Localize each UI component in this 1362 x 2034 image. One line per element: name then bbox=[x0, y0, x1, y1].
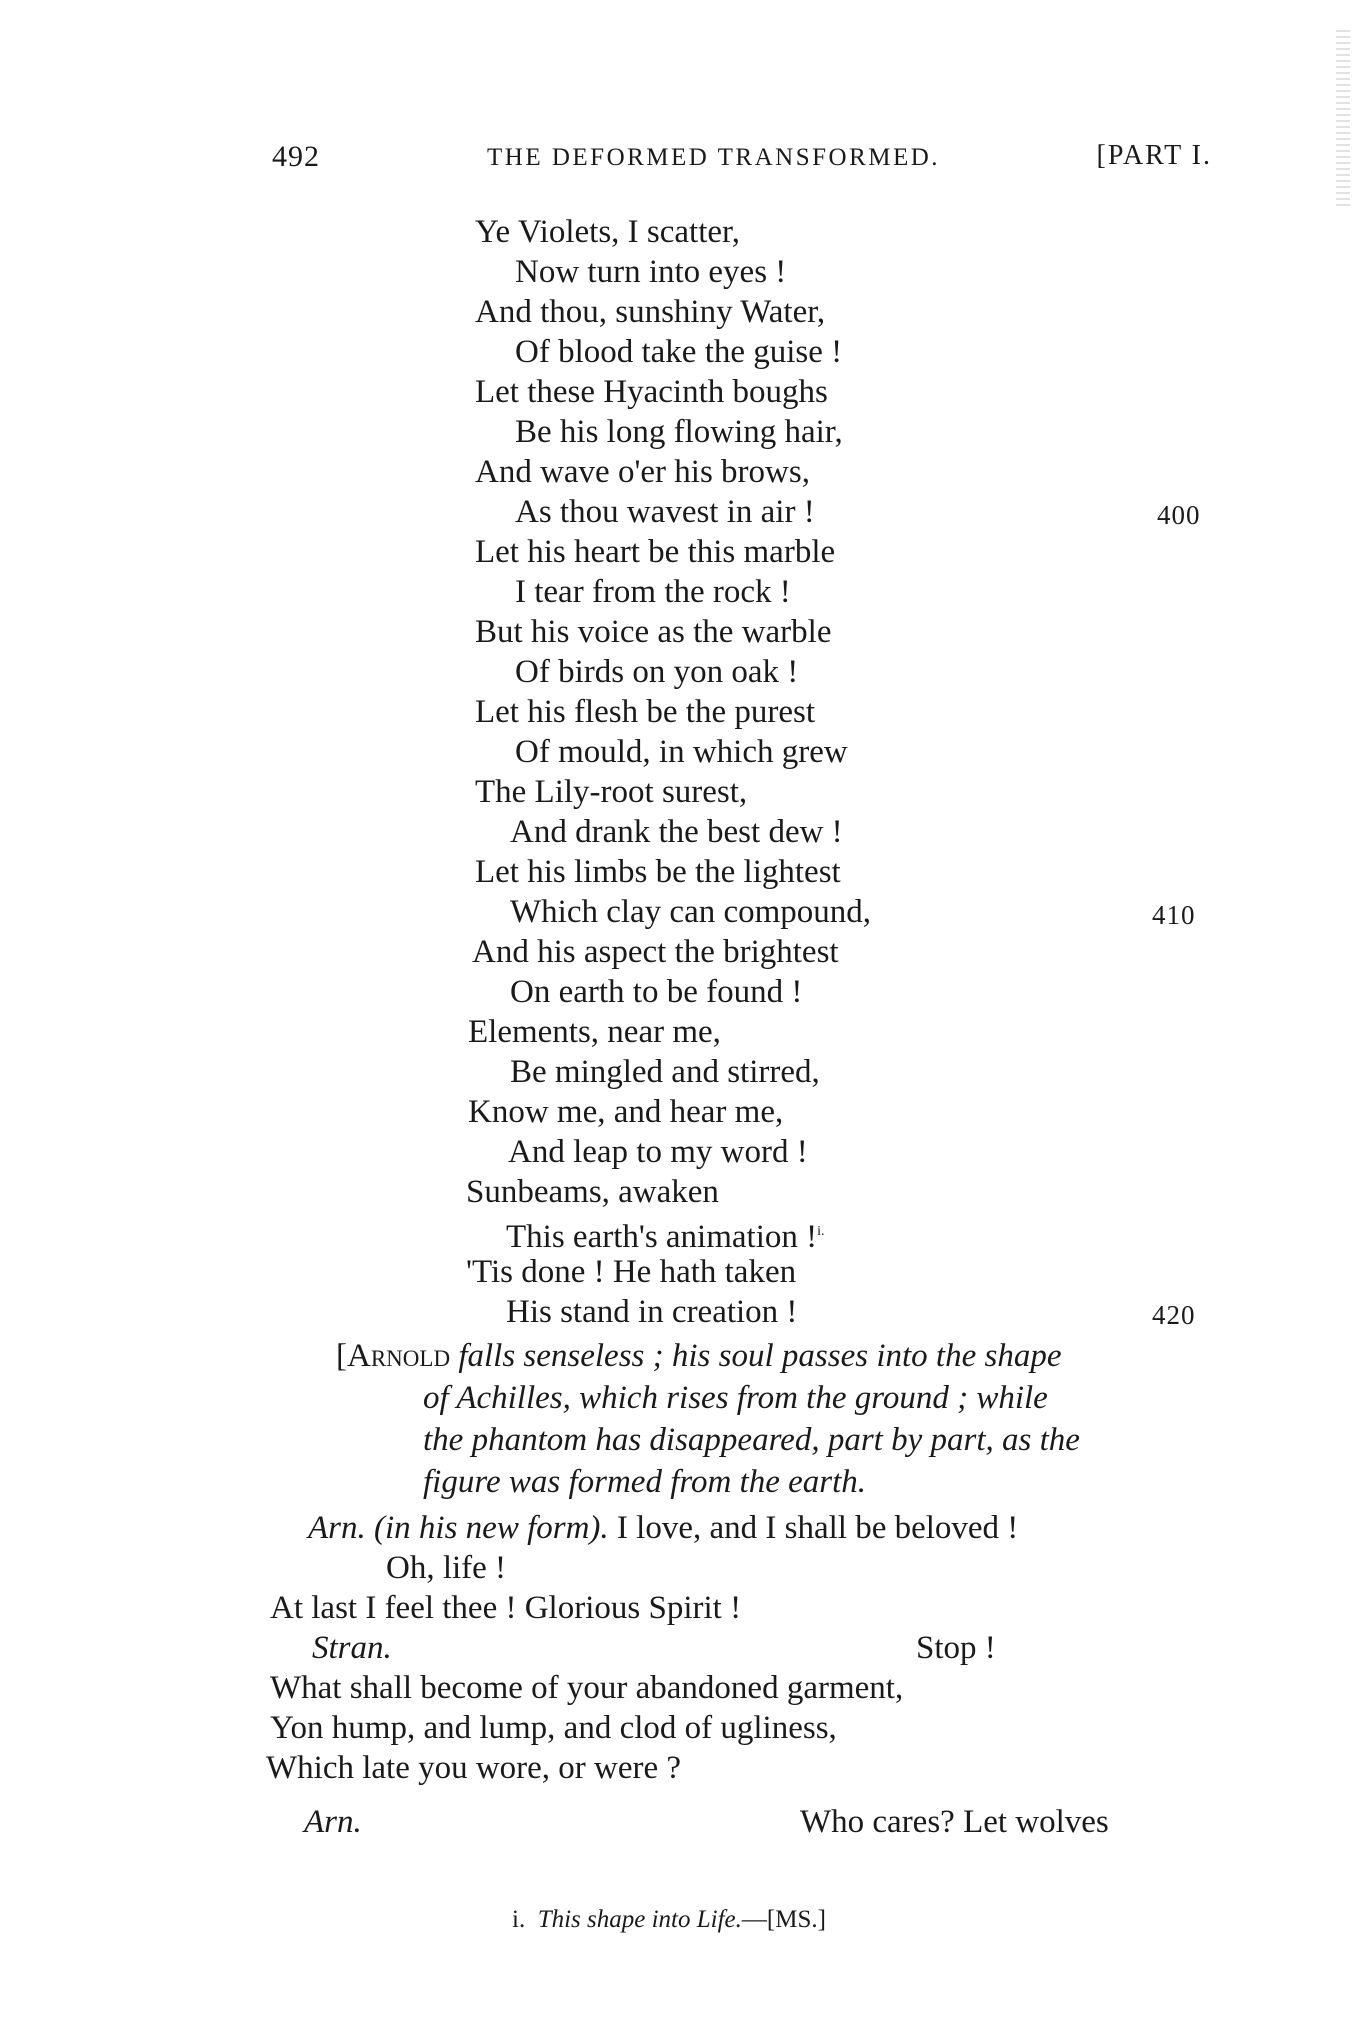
character-name: Arnold bbox=[347, 1338, 451, 1374]
verse-line: Which clay can compound, bbox=[510, 894, 872, 930]
verse-line: 'Tis done ! He hath taken bbox=[466, 1254, 797, 1290]
line-number: 410 bbox=[1152, 900, 1196, 930]
stage-direction-text: falls senseless ; his soul passes into the shape bbox=[458, 1338, 1062, 1374]
verse-line: And his aspect the brightest bbox=[472, 934, 839, 970]
running-title: THE DEFORMED TRANSFORMED. bbox=[487, 144, 941, 171]
bracket: [ bbox=[336, 1338, 347, 1374]
dialogue-line: At last I feel thee ! Glorious Spirit ! bbox=[270, 1590, 742, 1626]
page-number: 492 bbox=[272, 140, 320, 173]
verse-line: Sunbeams, awaken bbox=[466, 1174, 719, 1210]
verse-line: I tear from the rock ! bbox=[515, 574, 791, 610]
dialogue-line: What shall become of your abandoned garment, bbox=[270, 1670, 904, 1706]
stage-direction-line: the phantom has disappeared, part by part, as the bbox=[423, 1422, 1080, 1458]
dialogue-line: Oh, life ! bbox=[386, 1550, 507, 1586]
speech-text: Stop ! bbox=[916, 1630, 996, 1666]
verse-line: And drank the best dew ! bbox=[510, 814, 843, 850]
footnote-text: This shape into Life. bbox=[537, 1906, 742, 1933]
verse-line: But his voice as the warble bbox=[475, 614, 832, 650]
speaker-name: Stran. bbox=[312, 1630, 392, 1666]
verse-text: This earth's animation ! bbox=[506, 1219, 818, 1255]
verse-line: Let his heart be this marble bbox=[475, 534, 836, 570]
dialogue-line: Which late you wore, or were ? bbox=[266, 1750, 682, 1786]
verse-line: Ye Violets, I scatter, bbox=[475, 214, 740, 250]
stage-direction-line: figure was formed from the earth. bbox=[423, 1464, 867, 1500]
speech-text: I love, and I shall be beloved ! bbox=[616, 1510, 1019, 1546]
verse-line: On earth to be found ! bbox=[510, 974, 803, 1010]
verse-line: The Lily-root surest, bbox=[475, 774, 748, 810]
verse-line: Of blood take the guise ! bbox=[515, 334, 843, 370]
speaker-name: Arn. bbox=[308, 1510, 366, 1546]
verse-line: Elements, near me, bbox=[468, 1014, 721, 1050]
verse-line: Now turn into eyes ! bbox=[515, 254, 787, 290]
stage-direction-line: of Achilles, which rises from the ground ; while bbox=[423, 1380, 1048, 1416]
verse-line bbox=[506, 1212, 825, 1257]
verse-line: As thou wavest in air ! bbox=[515, 494, 815, 530]
footnote bbox=[512, 1906, 826, 1934]
verse-line: Of birds on yon oak ! bbox=[515, 654, 799, 690]
speech-text: Who cares? Let wolves bbox=[800, 1804, 1109, 1840]
page-edge-scan-artifact bbox=[1336, 30, 1350, 210]
dialogue-line: Yon hump, and lump, and clod of ugliness, bbox=[270, 1710, 837, 1746]
part-label: [PART I. bbox=[1096, 140, 1212, 171]
verse-line: His stand in creation ! bbox=[506, 1294, 798, 1330]
stage-direction-inline: (in his new form). bbox=[374, 1510, 609, 1546]
verse-line: And leap to my word ! bbox=[508, 1134, 808, 1170]
verse-line: And thou, sunshiny Water, bbox=[475, 294, 826, 330]
verse-line: And wave o'er his brows, bbox=[475, 454, 810, 490]
verse-line: Let his flesh be the purest bbox=[475, 694, 815, 730]
footnote-reference: i. bbox=[817, 1224, 825, 1239]
footnote-marker: i. bbox=[512, 1906, 526, 1933]
dialogue-line bbox=[308, 1508, 1018, 1548]
verse-line: Be his long flowing hair, bbox=[515, 414, 843, 450]
verse-line: Know me, and hear me, bbox=[468, 1094, 784, 1130]
stage-direction-line bbox=[336, 1336, 1061, 1376]
verse-line: Let his limbs be the lightest bbox=[475, 854, 841, 890]
line-number: 420 bbox=[1152, 1300, 1196, 1330]
verse-line: Be mingled and stirred, bbox=[510, 1054, 820, 1090]
footnote-source: —[MS.] bbox=[741, 1906, 826, 1933]
verse-line: Let these Hyacinth boughs bbox=[475, 374, 828, 410]
line-number: 400 bbox=[1157, 500, 1201, 530]
running-header bbox=[272, 140, 1212, 180]
verse-line: Of mould, in which grew bbox=[515, 734, 848, 770]
speaker-name: Arn. bbox=[304, 1804, 362, 1840]
